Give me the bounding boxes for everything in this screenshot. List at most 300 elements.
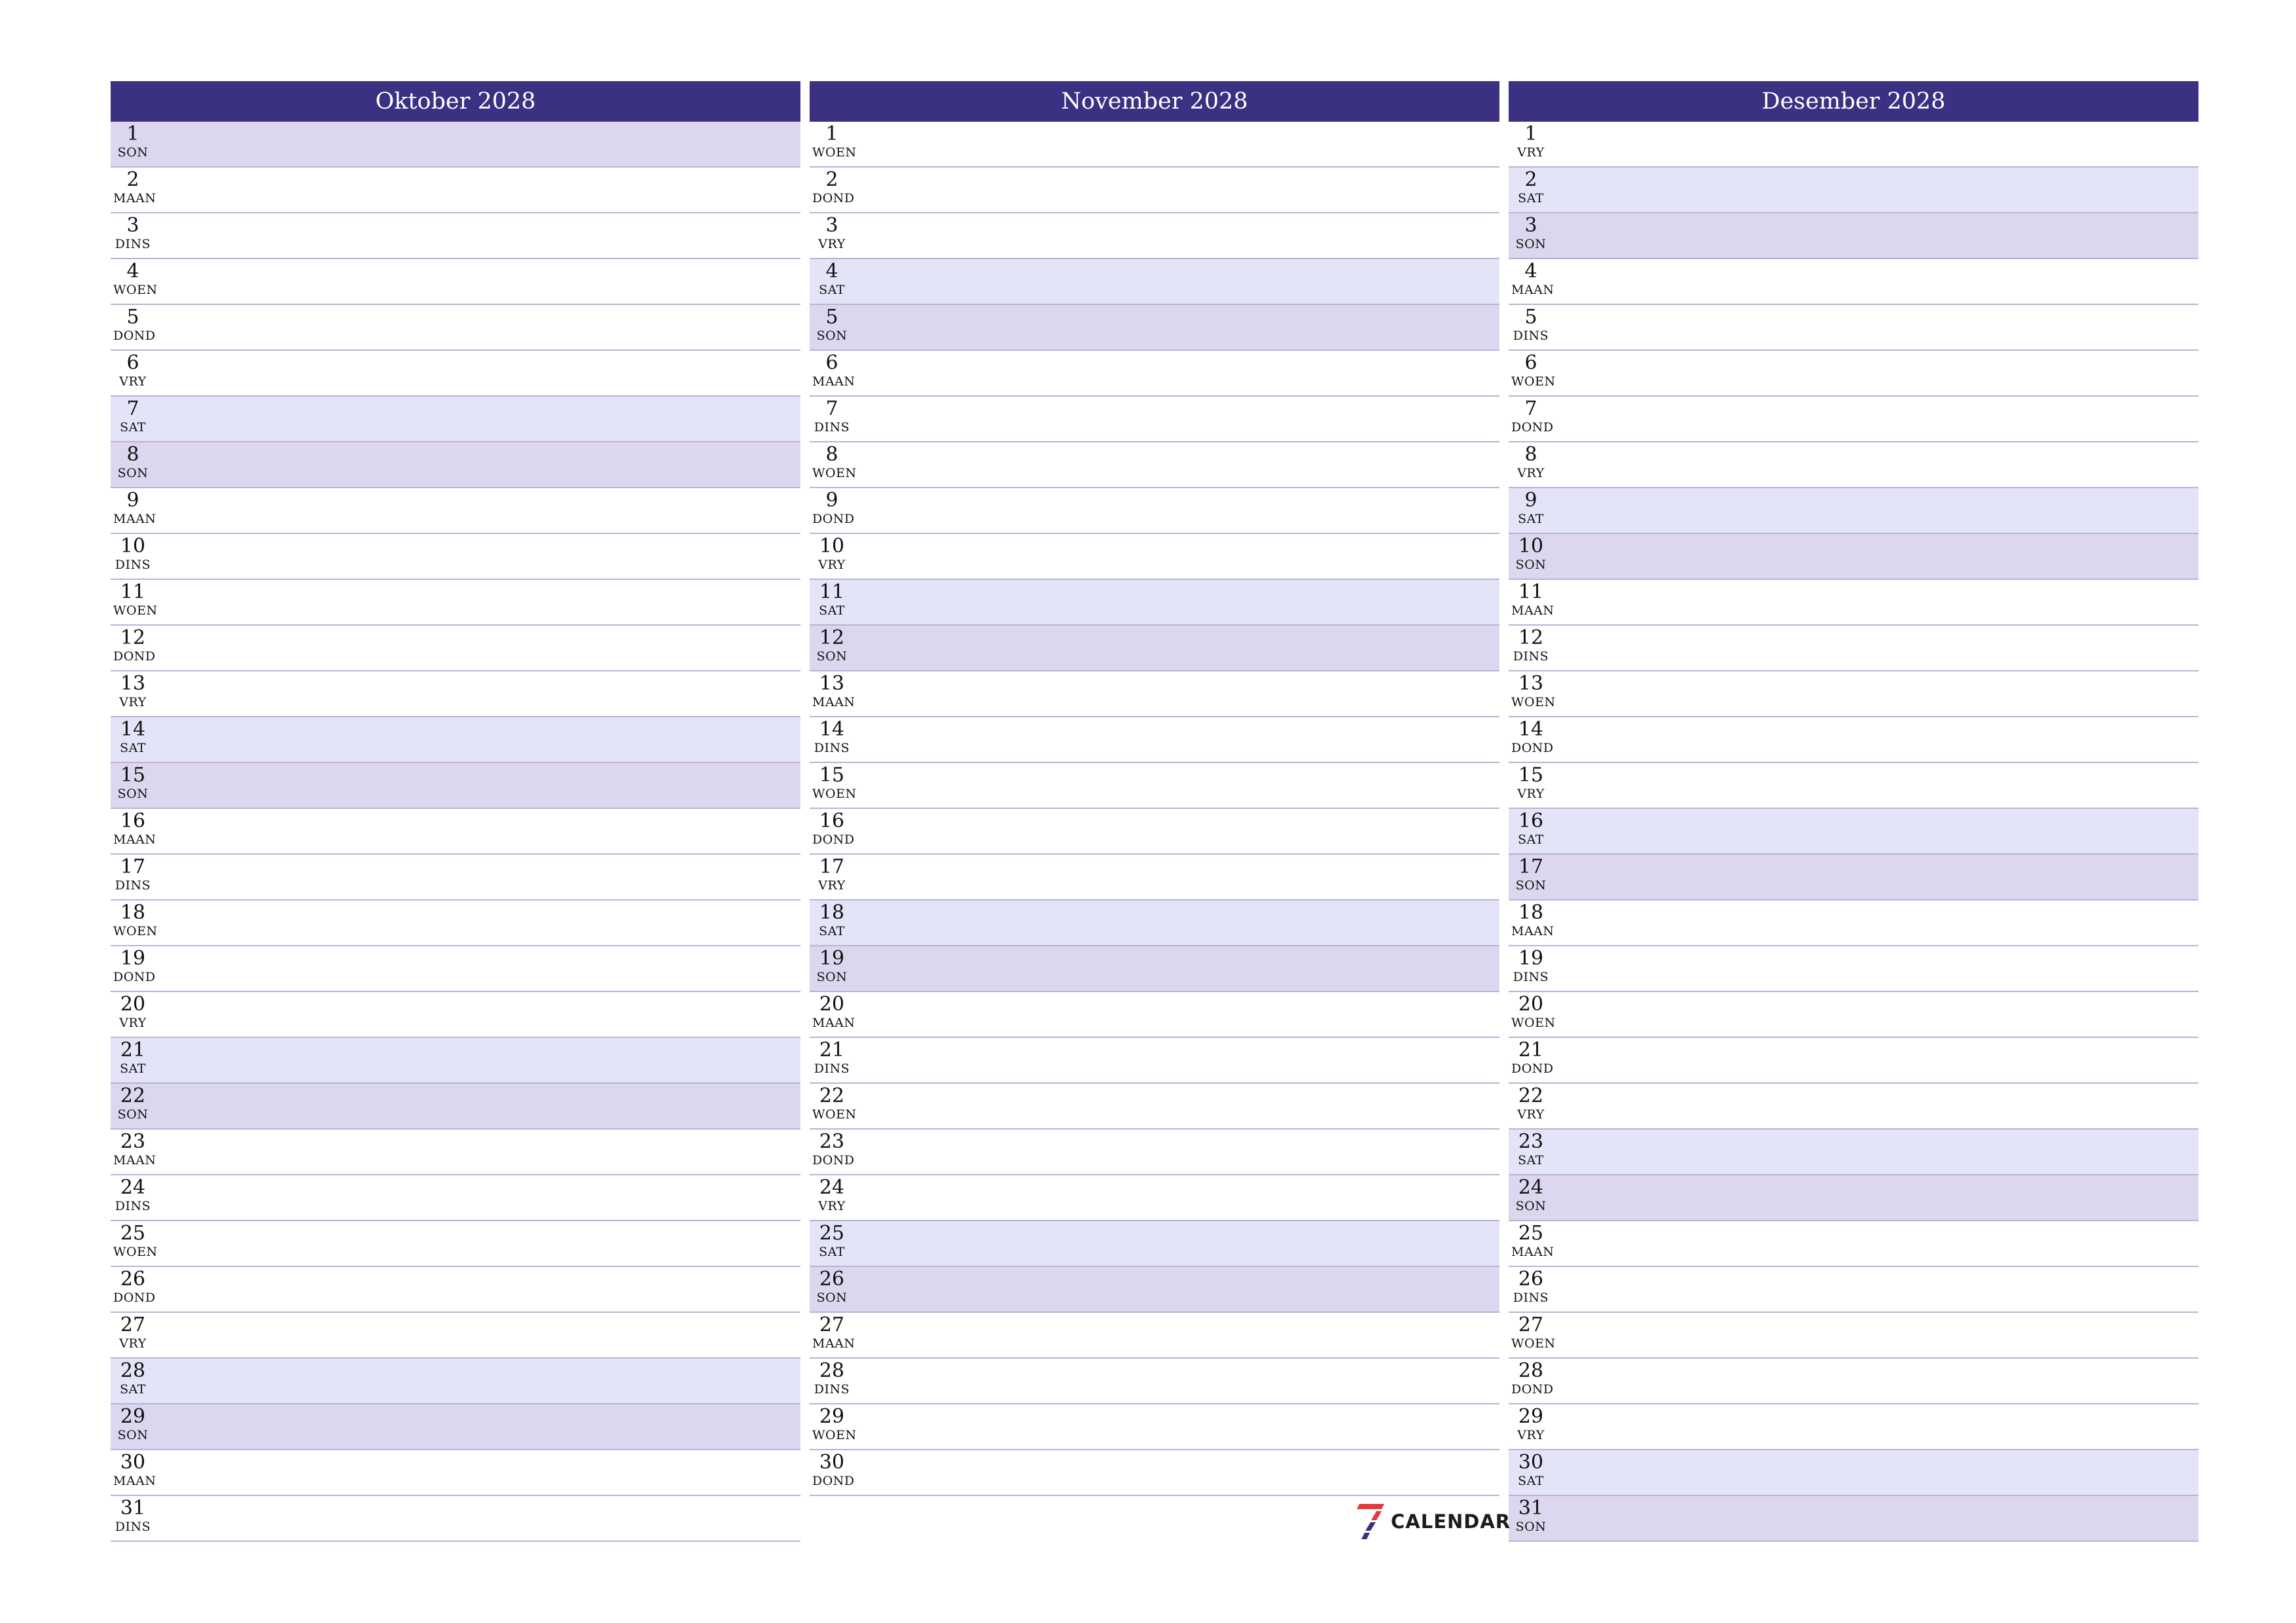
day-row (111, 1359, 800, 1404)
day-number: 8 (126, 443, 139, 466)
month-column (111, 81, 800, 1542)
day-label (1511, 810, 1551, 847)
weekday-name: DOND (812, 832, 855, 847)
day-row (810, 992, 1499, 1038)
day-label (1511, 856, 1551, 893)
day-number: 26 (1518, 1268, 1544, 1291)
weekday-name: MAAN (1511, 283, 1554, 297)
month-title: November 2028 (810, 81, 1499, 122)
weekday-name: VRY (818, 1199, 846, 1213)
weekday-name: DINS (115, 237, 151, 251)
weekday-name: MAAN (113, 1474, 156, 1488)
weekday-name: VRY (1517, 1428, 1545, 1442)
day-number: 23 (1518, 1130, 1544, 1153)
day-label (1511, 306, 1551, 343)
day-row (111, 992, 800, 1038)
logo-text: CALENDAR (1391, 1510, 1511, 1533)
weekday-name: DINS (115, 558, 151, 572)
day-label (113, 1360, 152, 1397)
day-number: 11 (819, 580, 845, 603)
day-number: 13 (819, 672, 845, 695)
day-row (1509, 946, 2198, 992)
day-label (812, 810, 855, 847)
weekday-name: SON (1515, 237, 1547, 251)
weekday-name: VRY (119, 1016, 147, 1030)
day-row (810, 1221, 1499, 1267)
day-label (113, 580, 158, 618)
day-row (111, 168, 800, 213)
weekday-name: VRY (818, 237, 846, 251)
weekday-name: SAT (1518, 832, 1544, 847)
day-label (1511, 580, 1554, 618)
day-number: 9 (1524, 489, 1537, 512)
day-row (810, 488, 1499, 534)
day-number: 13 (1518, 672, 1544, 695)
day-number: 15 (1518, 764, 1544, 787)
day-label (812, 122, 857, 160)
day-label (812, 1405, 857, 1442)
weekday-name: SAT (120, 1382, 146, 1397)
day-row (1509, 901, 2198, 946)
weekday-name: VRY (1517, 145, 1545, 160)
day-label (113, 1085, 152, 1122)
day-label (113, 856, 152, 893)
day-number: 28 (120, 1359, 146, 1382)
day-label (1511, 535, 1551, 572)
day-label (812, 215, 852, 251)
weekday-name: DINS (1513, 1291, 1549, 1305)
day-label (113, 306, 156, 343)
day-number: 24 (819, 1176, 845, 1199)
day-label (113, 168, 156, 205)
weekday-name: SON (816, 649, 848, 664)
weekday-name: WOEN (1511, 374, 1556, 389)
day-number: 4 (126, 260, 139, 283)
day-number: 29 (120, 1405, 146, 1428)
day-label (812, 672, 855, 709)
day-number: 30 (120, 1451, 146, 1474)
day-row (1509, 671, 2198, 717)
day-row (111, 1038, 800, 1084)
day-row (111, 259, 800, 305)
day-row (1509, 397, 2198, 442)
weekday-name: DOND (1511, 1061, 1554, 1076)
day-row (810, 809, 1499, 855)
weekday-name: MAAN (1511, 924, 1554, 938)
day-row (111, 855, 800, 901)
day-row (111, 1130, 800, 1175)
day-label (113, 1130, 156, 1168)
weekday-name: SAT (819, 603, 845, 618)
day-number: 27 (1518, 1313, 1544, 1336)
day-number: 16 (120, 810, 146, 832)
day-number: 18 (819, 901, 845, 924)
weekday-name: WOEN (1511, 1336, 1556, 1351)
weekday-name: SON (117, 145, 149, 160)
day-row (810, 1450, 1499, 1496)
day-number: 7 (1524, 397, 1537, 420)
day-number: 1 (825, 122, 838, 145)
day-label (812, 902, 852, 938)
day-number: 25 (1518, 1222, 1544, 1245)
weekday-name: DINS (115, 1520, 151, 1534)
day-label (812, 1039, 852, 1076)
day-label (1511, 672, 1556, 709)
weekday-name: VRY (1517, 787, 1545, 801)
weekday-name: VRY (1517, 1107, 1545, 1122)
day-label (812, 443, 857, 480)
day-row (1509, 626, 2198, 671)
day-label (113, 993, 152, 1030)
day-number: 9 (126, 489, 139, 512)
day-number: 3 (825, 214, 838, 237)
day-label (812, 168, 855, 205)
weekday-name: WOEN (1511, 695, 1556, 709)
day-label (812, 1177, 852, 1213)
day-label (1511, 718, 1554, 755)
day-label (812, 581, 852, 618)
weekday-name: DOND (812, 1474, 855, 1488)
day-number: 22 (819, 1084, 845, 1107)
day-row (810, 901, 1499, 946)
day-row (111, 763, 800, 809)
weekday-name: DOND (113, 649, 156, 664)
day-label (113, 764, 152, 801)
day-number: 19 (819, 947, 845, 970)
day-row (1509, 534, 2198, 580)
day-number: 7 (825, 397, 838, 420)
day-row (111, 305, 800, 351)
day-number: 11 (120, 580, 146, 603)
weekday-name: SON (816, 329, 848, 343)
day-number: 24 (120, 1176, 146, 1199)
day-number: 15 (819, 764, 845, 787)
day-label (1511, 260, 1554, 297)
day-number: 8 (1524, 443, 1537, 466)
weekday-name: SAT (819, 283, 845, 297)
day-label (113, 1039, 152, 1076)
weekday-name: WOEN (113, 603, 158, 618)
weekday-name: SAT (120, 1061, 146, 1076)
day-row (1509, 1313, 2198, 1359)
weekday-name: MAAN (812, 374, 855, 389)
day-number: 23 (120, 1130, 146, 1153)
day-label (1511, 993, 1556, 1030)
weekday-name: VRY (1517, 466, 1545, 480)
day-number: 3 (1524, 214, 1537, 237)
day-row (1509, 213, 2198, 259)
day-number: 28 (819, 1359, 845, 1382)
weekday-name: VRY (119, 695, 147, 709)
day-row (111, 488, 800, 534)
day-row (111, 122, 800, 168)
weekday-name: DOND (113, 1291, 156, 1305)
day-number: 26 (120, 1268, 146, 1291)
day-number: 5 (126, 306, 139, 329)
day-number: 19 (1518, 947, 1544, 970)
day-label (1511, 1268, 1551, 1305)
day-row (810, 1359, 1499, 1404)
day-label (812, 260, 852, 297)
day-number: 18 (120, 901, 146, 924)
day-row (111, 626, 800, 671)
weekday-name: MAAN (812, 1016, 855, 1030)
day-label (812, 627, 852, 664)
day-number: 10 (819, 535, 845, 558)
day-number: 30 (819, 1451, 845, 1474)
day-row (810, 1267, 1499, 1313)
day-label (1511, 1497, 1551, 1534)
day-number: 14 (1518, 718, 1544, 741)
day-label (812, 398, 852, 435)
day-label (1511, 1313, 1556, 1351)
day-number: 10 (120, 535, 146, 558)
day-number: 7 (126, 397, 139, 420)
day-label (1511, 169, 1551, 205)
day-label (1511, 123, 1551, 160)
weekday-name: SON (1515, 558, 1547, 572)
day-number: 13 (120, 672, 146, 695)
weekday-name: DINS (1513, 329, 1549, 343)
day-row (810, 122, 1499, 168)
day-row (810, 534, 1499, 580)
weekday-name: DOND (812, 191, 855, 205)
day-label (113, 1451, 156, 1488)
day-label (113, 1497, 152, 1534)
weekday-name: DINS (814, 1382, 850, 1397)
day-row (111, 1175, 800, 1221)
weekday-name: MAAN (113, 832, 156, 847)
day-number: 6 (825, 351, 838, 374)
day-row (1509, 1221, 2198, 1267)
day-label (812, 1222, 852, 1259)
weekday-name: SON (816, 1291, 848, 1305)
weekday-name: VRY (119, 374, 147, 389)
day-row (810, 671, 1499, 717)
weekday-name: DINS (814, 741, 850, 755)
day-label (113, 1314, 152, 1351)
day-label (113, 398, 152, 435)
day-number: 3 (126, 214, 139, 237)
weekday-name: DINS (814, 1061, 850, 1076)
day-label (113, 123, 152, 160)
weekday-name: SON (117, 466, 149, 480)
day-label (1511, 397, 1554, 435)
day-row (810, 580, 1499, 626)
weekday-name: MAAN (1511, 603, 1554, 618)
day-number: 6 (1524, 351, 1537, 374)
day-row (810, 305, 1499, 351)
weekday-name: SON (1515, 1520, 1547, 1534)
day-number: 14 (819, 718, 845, 741)
day-row (810, 442, 1499, 488)
day-row (1509, 442, 2198, 488)
weekday-name: MAAN (113, 191, 156, 205)
weekday-name: WOEN (812, 145, 857, 160)
weekday-name: MAAN (113, 1153, 156, 1168)
weekday-name: VRY (818, 878, 846, 893)
day-list (810, 122, 1499, 1496)
weekday-name: SAT (120, 420, 146, 435)
day-label (1511, 351, 1556, 389)
weekday-name: SAT (1518, 1474, 1544, 1488)
day-row (1509, 1404, 2198, 1450)
day-number: 8 (825, 443, 838, 466)
weekday-name: DOND (812, 512, 855, 526)
day-row (810, 717, 1499, 763)
day-row (1509, 259, 2198, 305)
day-row (1509, 1450, 2198, 1496)
day-label (812, 948, 852, 984)
day-label (113, 626, 156, 664)
day-row (1509, 488, 2198, 534)
day-row (810, 168, 1499, 213)
day-row (111, 213, 800, 259)
day-number: 4 (825, 260, 838, 283)
day-label (1511, 627, 1551, 664)
day-row (1509, 305, 2198, 351)
day-number: 4 (1524, 260, 1537, 283)
weekday-name: SAT (819, 1245, 845, 1259)
weekday-name: DOND (812, 1153, 855, 1168)
weekday-name: MAAN (812, 695, 855, 709)
day-row (111, 1267, 800, 1313)
day-row (1509, 717, 2198, 763)
day-number: 23 (819, 1130, 845, 1153)
day-number: 5 (1524, 306, 1537, 329)
day-label (812, 993, 855, 1030)
weekday-name: DOND (1511, 741, 1554, 755)
day-number: 12 (120, 626, 146, 649)
day-number: 20 (120, 993, 146, 1016)
day-row (111, 534, 800, 580)
day-label (113, 810, 156, 847)
day-row (111, 580, 800, 626)
day-number: 2 (126, 168, 139, 191)
month-title: Oktober 2028 (111, 81, 800, 122)
day-row (1509, 351, 2198, 397)
day-list (111, 122, 800, 1542)
weekday-name: WOEN (812, 787, 857, 801)
day-label (113, 1177, 152, 1213)
day-label (1511, 901, 1554, 938)
day-row (1509, 1496, 2198, 1542)
weekday-name: DOND (113, 970, 156, 984)
day-label (812, 1084, 857, 1122)
day-number: 31 (120, 1497, 146, 1520)
day-row (111, 901, 800, 946)
day-label (113, 489, 156, 526)
weekday-name: WOEN (812, 466, 857, 480)
calendar-grid (111, 81, 2199, 1542)
weekday-name: VRY (818, 558, 846, 572)
day-number: 1 (1524, 122, 1537, 145)
weekday-name: SAT (1518, 1153, 1544, 1168)
day-label (812, 1130, 855, 1168)
day-row (111, 397, 800, 442)
day-number: 2 (1524, 168, 1537, 191)
day-label (113, 1268, 156, 1305)
day-label (812, 489, 855, 526)
day-label (812, 306, 852, 343)
day-number: 11 (1518, 580, 1544, 603)
day-row (1509, 763, 2198, 809)
weekday-name: SON (816, 970, 848, 984)
day-number: 27 (819, 1313, 845, 1336)
weekday-name: SAT (1518, 512, 1544, 526)
day-label (812, 856, 852, 893)
day-label (812, 764, 857, 801)
day-label (1511, 1085, 1551, 1122)
day-number: 21 (120, 1039, 146, 1061)
weekday-name: DINS (115, 878, 151, 893)
day-row (810, 259, 1499, 305)
day-number: 20 (819, 993, 845, 1016)
day-number: 19 (120, 947, 146, 970)
day-number: 29 (819, 1405, 845, 1428)
day-label (1511, 215, 1551, 251)
day-number: 14 (120, 718, 146, 741)
day-number: 9 (825, 489, 838, 512)
day-label (1511, 1222, 1554, 1259)
day-label (113, 444, 152, 480)
day-number: 6 (126, 351, 139, 374)
day-row (1509, 168, 2198, 213)
weekday-name: MAAN (812, 1336, 855, 1351)
weekday-name: SON (117, 787, 149, 801)
day-row (111, 1084, 800, 1130)
day-number: 21 (1518, 1039, 1544, 1061)
day-label (1511, 764, 1551, 801)
day-number: 29 (1518, 1405, 1544, 1428)
day-list (1509, 122, 2198, 1542)
weekday-name: VRY (119, 1336, 147, 1351)
weekday-name: DINS (115, 1199, 151, 1213)
day-number: 21 (819, 1039, 845, 1061)
day-row (1509, 1359, 2198, 1404)
day-number: 1 (126, 122, 139, 145)
day-row (810, 397, 1499, 442)
day-label (812, 1451, 855, 1488)
day-row (1509, 992, 2198, 1038)
day-row (111, 1496, 800, 1542)
weekday-name: DOND (113, 329, 156, 343)
weekday-name: MAAN (113, 512, 156, 526)
day-number: 26 (819, 1268, 845, 1291)
day-label (113, 215, 152, 251)
day-number: 31 (1518, 1497, 1544, 1520)
day-label (113, 352, 152, 389)
day-label (1511, 1359, 1554, 1397)
day-row (111, 1313, 800, 1359)
seven-stripes-logo-icon (1357, 1504, 1384, 1539)
day-number: 17 (819, 855, 845, 878)
day-number: 25 (120, 1222, 146, 1245)
day-label (113, 673, 152, 709)
weekday-name: DOND (1511, 1382, 1554, 1397)
day-label (1511, 1452, 1551, 1488)
weekday-name: WOEN (113, 924, 158, 938)
day-row (1509, 580, 2198, 626)
weekday-name: WOEN (812, 1107, 857, 1122)
day-row (810, 1313, 1499, 1359)
day-row (111, 717, 800, 763)
day-row (111, 671, 800, 717)
calendar-logo (1357, 1504, 1511, 1539)
day-row (810, 351, 1499, 397)
day-row (111, 809, 800, 855)
day-number: 22 (120, 1084, 146, 1107)
